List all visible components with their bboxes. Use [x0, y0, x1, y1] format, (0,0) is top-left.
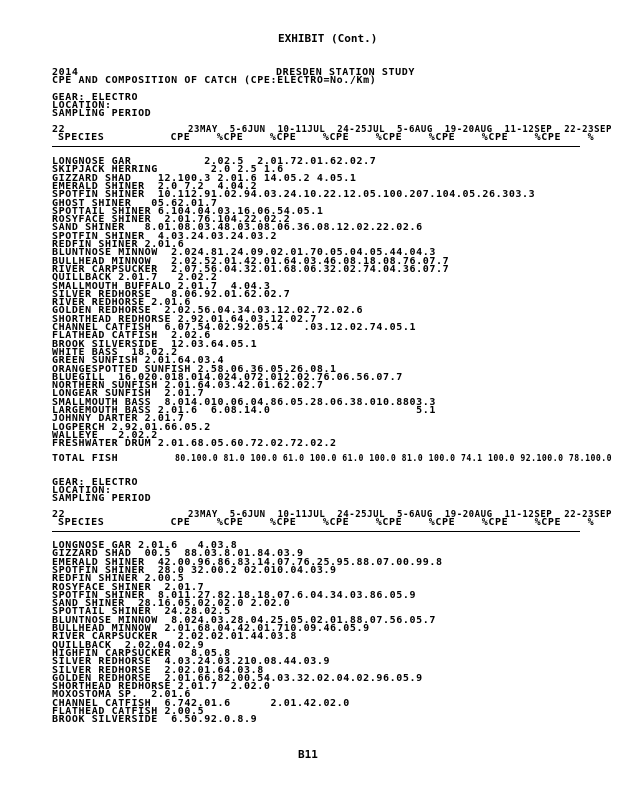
table-row: RIVER REDHORSE 2.01.6 — [52, 297, 192, 309]
sampling-label: SAMPLING PERIOD — [52, 108, 152, 119]
table-row: SILVER REDHORSE 8.06.92.01.62.02.7 — [52, 288, 291, 300]
table-row: BLUNTNOSE MINNOW 2.024.81.24.09.02.01.70.05.04.05.44.04.3 — [52, 247, 436, 259]
table-row: GHOST SHINER 05.62.01.7 — [52, 197, 218, 209]
station-number: 22 — [52, 124, 66, 135]
table-row: SILVER REDHORSE 4.03.24.03.210.08.44.03.9 — [52, 656, 331, 668]
table-row: LOGPERCH 2.92.01.66.05.2 — [52, 421, 211, 433]
table-row: HIGHFIN CARPSUCKER 8.05.8 — [52, 647, 231, 659]
table-row: EMERALD SHINER 2.0 7.2 4.04.2 — [52, 180, 258, 192]
table-row: RIVER CARPSUCKER 2.07.56.04.32.01.68.06.32.02.74.04.36.07.7 — [52, 263, 450, 275]
page-number: B11 — [298, 748, 318, 761]
table-row: CHANNEL CATFISH 6.07.54.02.92.05.4 .03.12.02.74.05.1 — [52, 322, 417, 333]
table-row: SAND SHINER 28.16.05.02.02.0 2.02.0 — [52, 598, 291, 610]
table-row: REDFIN SHINER 2.01.6 — [52, 239, 185, 250]
table-row: SKIPJACK HERRING 2.0 2.5 1.6 — [52, 164, 284, 176]
date-header-row-2: 23MAY 5-6JUN 10-11JUL 24-25JUL 5-6AUG 19-20AUG 11-12SEP 22-23SEP — [188, 509, 612, 520]
table-caption: CPE AND COMPOSITION OF CATCH (CPE:ELECTRO=No./Km) — [52, 75, 377, 86]
column-header-row-2: SPECIES CPE %CPE %CPE %CPE %CPE %CPE %CPE %CPE % — [58, 517, 595, 528]
table-row: SILVER REDHORSE 2.02.01.64.03.8 — [52, 664, 264, 676]
table-row: SHORTHEAD REDHORSE 2.01.7 2.02.0 — [52, 681, 271, 693]
table-row: BULLHEAD MINNOW 2.01.68.04.42.01.710.09.46.05.9 — [52, 623, 370, 634]
table-row: GREEN SUNFISH 2.01.64.03.4 — [52, 355, 225, 367]
table-row: RIVER CARPSUCKER 2.02.02.01.44.03.8 — [52, 631, 297, 643]
gear-label: GEAR: ELECTRO — [52, 92, 139, 103]
table-row: ORANGESPOTTED SUNFISH 2.58.06.36.05.26.08.1 — [52, 363, 337, 375]
header-rule — [52, 146, 580, 147]
table-row: QUILLBACK 2.02.04.02.9 — [52, 639, 205, 651]
total-fish-label: TOTAL FISH — [52, 453, 119, 464]
station-number-2: 22 — [52, 509, 66, 520]
table-row: GIZZARD SHAD 12.100.3 2.01.6 14.05.2 4.05.1 — [52, 172, 357, 184]
table-row: BROOK SILVERSIDE 12.03.64.05.1 — [52, 338, 258, 350]
table-row: BLUEGILL 16.020.018.014.024.072.012.02.76.06.56.07.7 — [52, 371, 403, 383]
table-row: EMERALD SHINER 42.00.96.86.83.14.07.76.25.95.88.07.00.99.8 — [52, 556, 443, 568]
table-row: BROOK SILVERSIDE 6.50.92.0.8.9 — [52, 714, 258, 726]
table-row: REDFIN SHINER 2.00.5 — [52, 573, 185, 585]
table-row: FLATHEAD CATFISH 2.02.6 — [52, 330, 211, 342]
column-header-row: SPECIES CPE %CPE %CPE %CPE %CPE %CPE %CPE %CPE % — [58, 132, 595, 143]
table-row: LONGNOSE GAR 2.02.5 2.01.72.01.62.02.7 — [52, 156, 377, 167]
table-row: JOHNNY DARTER 2.01.7 — [52, 413, 185, 425]
study-name: DRESDEN STATION STUDY — [276, 67, 416, 78]
table-row: BULLHEAD MINNOW 2.02.52.01.42.01.64.03.46.08.18.08.76.07.7 — [52, 255, 450, 267]
year: 2014 — [52, 67, 79, 78]
table-row: LARGEMOUTH BASS 2.01.6 6.08.14.0 5.1 — [52, 405, 436, 416]
table-row: SPOTTAIL SHINER 24.28.02.5 — [52, 606, 231, 618]
date-header-row: 23MAY 5-6JUN 10-11JUL 24-25JUL 5-6AUG 19-20AUG 11-12SEP 22-23SEP — [188, 124, 612, 135]
table-row: BLUNTNOSE MINNOW 8.024.03.28.04.25.05.02.01.88.07.56.05.7 — [52, 614, 436, 626]
table-row: WALLEYE 2.02.2 — [52, 429, 158, 441]
table-row: SPOTFIN SHINER 10.112.91.02.94.03.24.10.22.12.05.100.207.104.05.26.303.3 — [52, 189, 536, 201]
page-title: EXHIBIT (Cont.) — [278, 32, 378, 45]
table-row: SPOTFIN SHINER 8.011.27.82.18.18.07.6.04.34.03.86.05.9 — [52, 589, 417, 601]
table-row: SPOTFIN SHINER 28.0 32.00.2 02.010.04.03.9 — [52, 564, 337, 576]
table-row: SMALLMOUTH BASS 8.014.010.06.04.86.05.28.06.38.010.8803.3 — [52, 396, 436, 408]
table-row: LONGEAR SUNFISH 2.01.7 — [52, 388, 205, 400]
table-row: GIZZARD SHAD 00.5 88.03.8.01.84.03.9 — [52, 548, 304, 560]
table-row: QUILLBACK 2.01.7 2.02.2 — [52, 272, 218, 284]
table-row: CHANNEL CATFISH 6.742.01.6 2.01.42.02.0 — [52, 697, 350, 709]
sampling-label-2: SAMPLING PERIOD — [52, 493, 152, 504]
location-label: LOCATION: — [52, 100, 112, 111]
table-row: LONGNOSE GAR 2.01.6 4.03.8 — [52, 540, 238, 551]
table-row: FLATHEAD CATFISH 2.00.5 — [52, 706, 205, 717]
table-row: FRESHWATER DRUM 2.01.68.05.60.72.02.72.02.2 — [52, 438, 337, 450]
table-row: SPOTTAIL SHINER 6.104.04.03.16.06.54.05.1 — [52, 205, 324, 217]
table-row: MOXOSTOMA SP. 2.01.6 — [52, 689, 192, 701]
table-row: GOLDEN REDHORSE 2.02.56.04.34.03.12.02.72.02.6 — [52, 305, 364, 317]
table-row: ROSYFACE SHINER 2.01.7 — [52, 581, 205, 593]
table-row: SAND SHINER 8.01.08.03.48.03.08.06.36.08.12.02.22.02.6 — [52, 222, 423, 234]
location-label-2: LOCATION: — [52, 485, 112, 496]
table-row: ROSYFACE SHINER 2.01.76.104.22.02.2 — [52, 214, 291, 226]
table-row: SPOTFIN SHINER 4.03.24.03.24.03.2 — [52, 230, 278, 242]
header-rule-2 — [52, 531, 580, 532]
table-row: SMALLMOUTH BUFFALO 2.01.7 4.04.3 — [52, 280, 271, 292]
total-fish-values: 80.100.0 81.0 100.0 61.0 100.0 61.0 100.0 81.0 100.0 74.1 100.0 92.100.0 78.100.0 — [175, 453, 613, 464]
table-row: WHITE BASS 18.02.2 — [52, 346, 178, 358]
table-row: GOLDEN REDHORSE 2.01.66.82.00.54.03.32.02.04.02.96.05.9 — [52, 672, 423, 684]
gear-label-2: GEAR: ELECTRO — [52, 477, 139, 488]
table-row: SHORTHEAD REDHORSE 2.92.01.64.03.12.02.7 — [52, 313, 317, 325]
table-row: NORTHERN SUNFISH 2.01.64.03.42.01.62.02.7 — [52, 380, 324, 392]
